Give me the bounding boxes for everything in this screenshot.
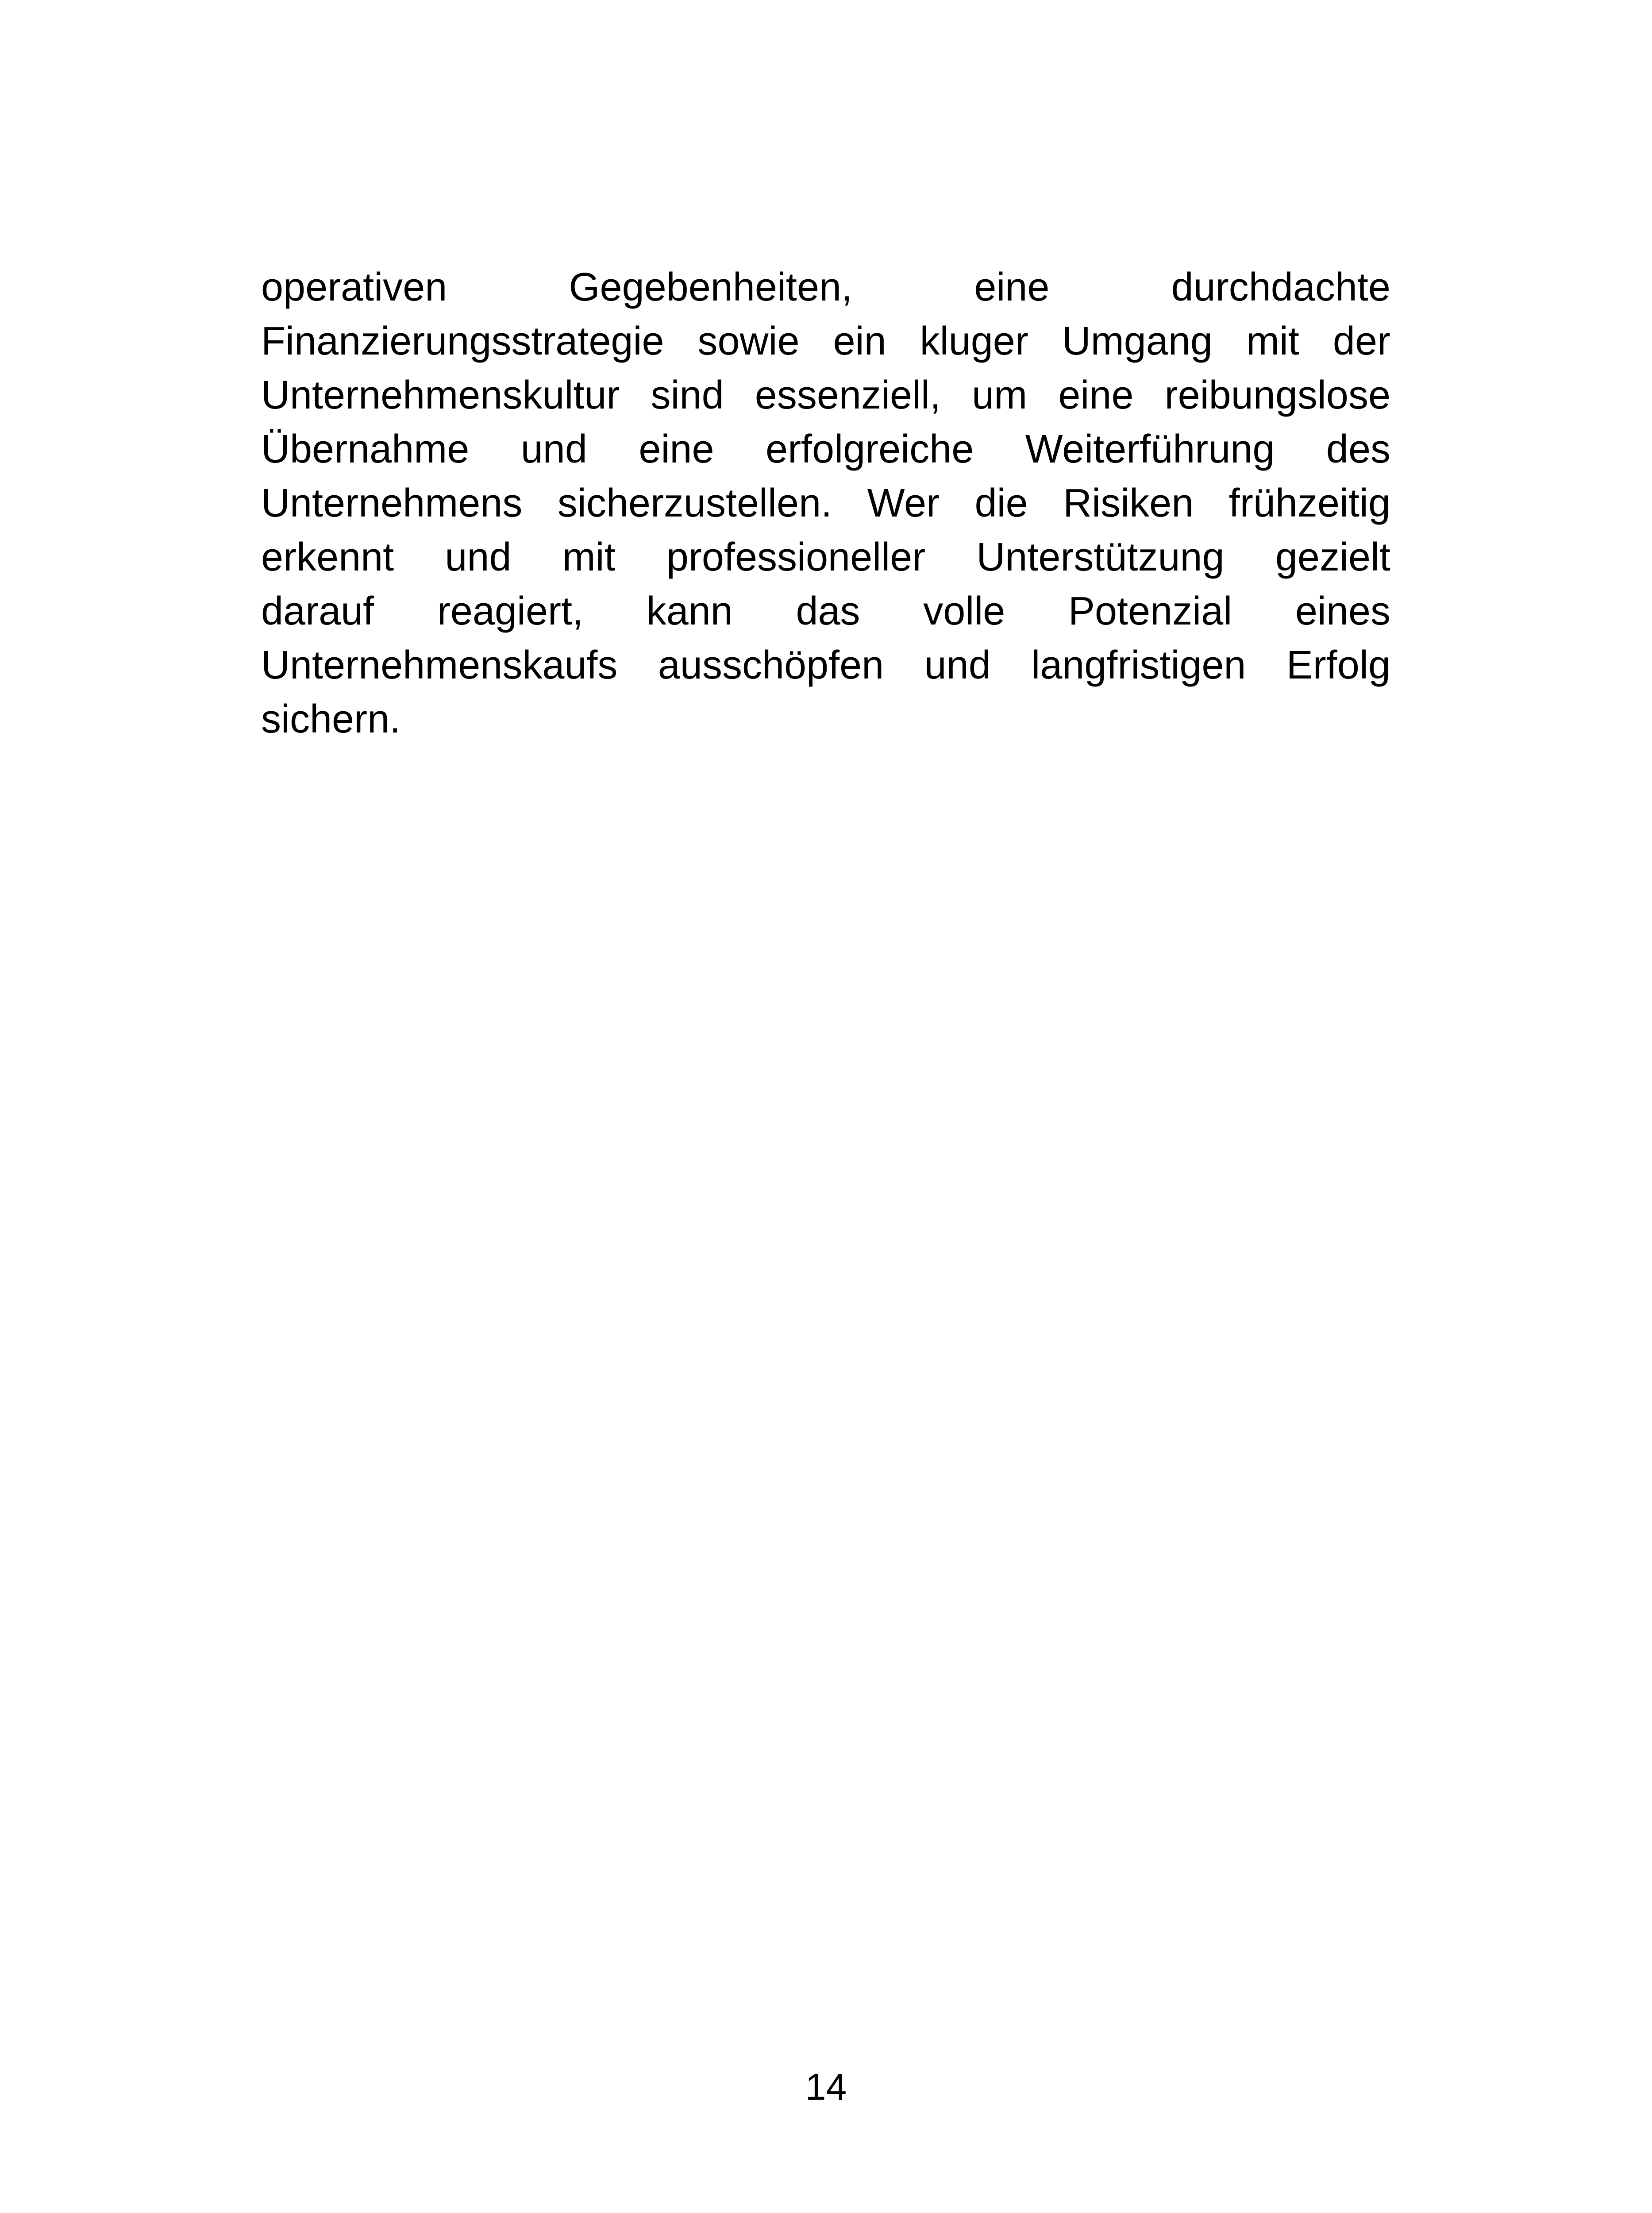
paragraph-line: Unternehmenskultur sind essenziell, um eine reibungslose: [261, 373, 1390, 417]
paragraph-line: Unternehmenskaufs ausschöpfen und langfristigen Erfolg: [261, 643, 1390, 687]
page-number: 14: [805, 2066, 847, 2108]
paragraph-line: Unternehmens sicherzustellen. Wer die Risiken frühzeitig: [261, 481, 1390, 525]
paragraph-line: erkennt und mit professioneller Unterstützung gezielt: [261, 535, 1390, 579]
paragraph-line: Finanzierungsstrategie sowie ein kluger Umgang mit der: [261, 319, 1390, 363]
body-paragraph: [261, 260, 1390, 746]
paragraph-line: sichern.: [261, 697, 401, 741]
paragraph-line: operativen Gegebenheiten, eine durchdachte: [261, 265, 1390, 309]
paragraph-line: darauf reagiert, kann das volle Potenzial eines: [261, 589, 1390, 633]
paragraph-line: Übernahme und eine erfolgreiche Weiterführung des: [261, 427, 1390, 471]
